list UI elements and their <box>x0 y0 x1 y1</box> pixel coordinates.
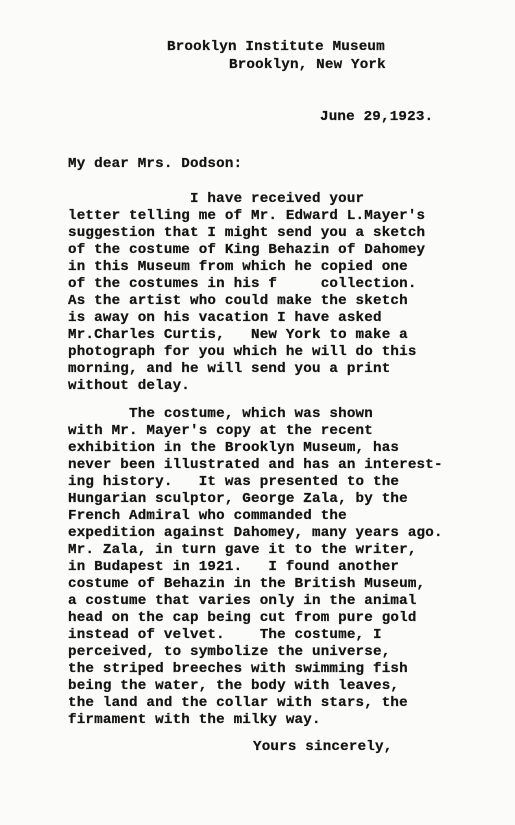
body-line: The costume, which was shown <box>68 406 373 422</box>
body-line: with Mr. Mayer's copy at the recent <box>68 423 373 439</box>
body-line: suggestion that I might send you a sketch <box>68 225 426 241</box>
body-line: a costume that varies only in the animal <box>68 593 417 609</box>
body-line: without delay. <box>68 378 190 394</box>
body-line: costume of Behazin in the British Museum, <box>68 576 426 592</box>
body-line: instead of velvet. The costume, I <box>68 627 382 643</box>
body-line: As the artist who could make the sketch <box>68 293 408 309</box>
body-line: never been illustrated and has an interest- <box>68 457 443 473</box>
body-line: expedition against Dahomey, many years ago. <box>68 525 443 541</box>
body-line: being the water, the body with leaves, <box>68 678 400 694</box>
letter-date: June 29,1923. <box>320 109 434 125</box>
body-line: of the costume of King Behazin of Dahomey <box>68 242 426 258</box>
body-line: in Budapest in 1921. I found another <box>68 559 400 575</box>
body-line: in this Museum from which he copied one <box>68 259 408 275</box>
body-line: ing history. It was presented to the <box>68 474 400 490</box>
body-line: is away on his vacation I have asked <box>68 310 382 326</box>
body-line: exhibition in the Brooklyn Museum, has <box>68 440 400 456</box>
body-line: firmament with the milky way. <box>68 712 321 728</box>
body-line: French Admiral who commanded the <box>68 508 347 524</box>
body-line: head on the cap being cut from pure gold <box>68 610 417 626</box>
body-line: the land and the collar with stars, the <box>68 695 408 711</box>
body-line: of the costumes in his f collection. <box>68 276 417 292</box>
body-line: Mr.Charles Curtis, New York to make a <box>68 327 408 343</box>
letterhead-institution: Brooklyn Institute Museum <box>167 39 385 55</box>
body-line: the striped breeches with swimming fish <box>68 661 408 677</box>
body-line: letter telling me of Mr. Edward L.Mayer's <box>68 208 426 224</box>
salutation: My dear Mrs. Dodson: <box>68 156 243 172</box>
closing: Yours sincerely, <box>253 739 393 755</box>
body-line: Hungarian sculptor, George Zala, by the <box>68 491 408 507</box>
body-line: perceived, to symbolize the universe, <box>68 644 391 660</box>
body-line: I have received your <box>68 191 365 207</box>
body-line: Mr. Zala, in turn gave it to the writer, <box>68 542 417 558</box>
letterhead-city: Brooklyn, New York <box>229 57 386 73</box>
body-line: morning, and he will send you a print <box>68 361 391 377</box>
body-line: photograph for you which he will do this <box>68 344 417 360</box>
